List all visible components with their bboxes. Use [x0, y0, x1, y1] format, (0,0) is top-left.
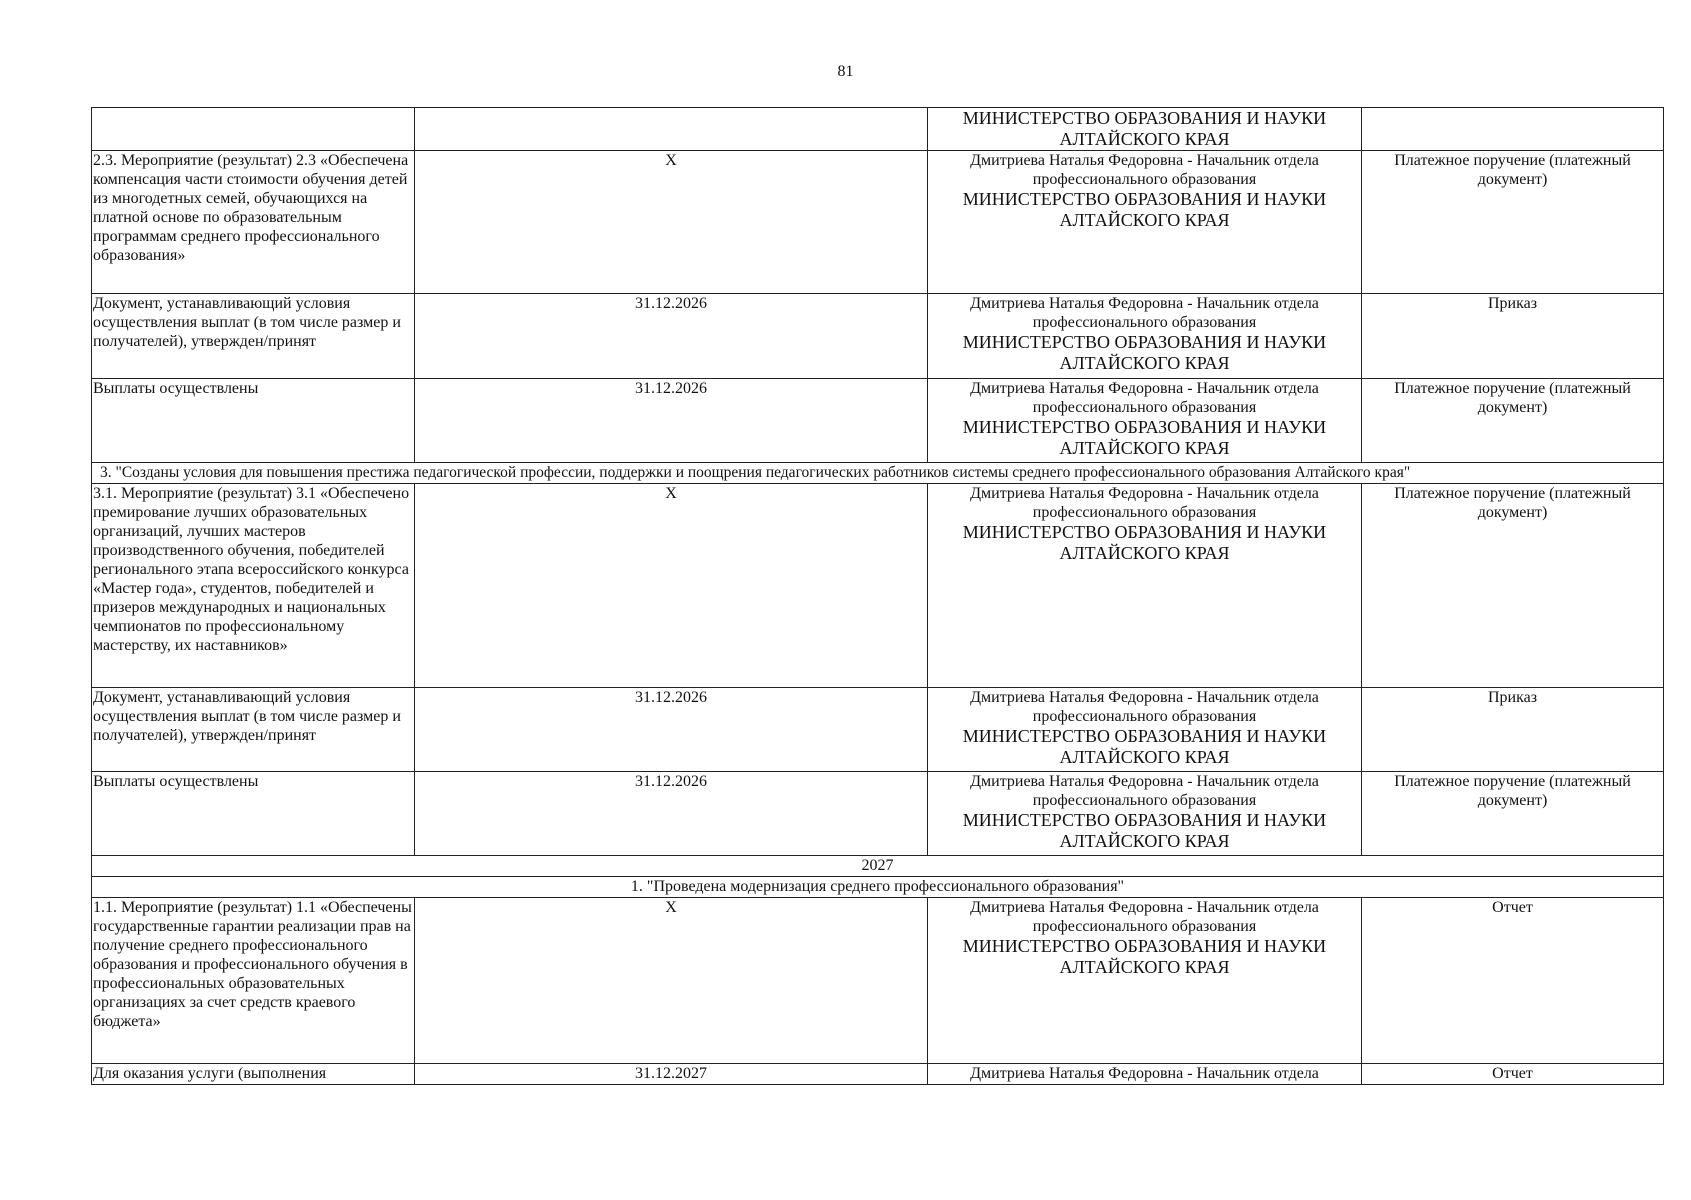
ministry-name: МИНИСТЕРСТВО ОБРАЗОВАНИЯ И НАУКИ АЛТАЙСКОГО КРАЯ: [962, 108, 1327, 149]
year-row: [92, 856, 1664, 877]
plan-table: [91, 107, 1664, 1085]
table-row: [92, 898, 1664, 1064]
responsible-person: Дмитриева Наталья Федоровна - Начальник отдела: [970, 152, 1319, 169]
name-cell: 1.1. Мероприятие (результат) 1.1 «Обеспечены государственные гарантии реализации прав на получение среднего профессионального образования и профессионального обучения в профессиональных образовательных организациях за счет средств краевого бюджета»: [92, 898, 415, 1064]
name-cell: Выплаты осуществлены: [92, 379, 415, 463]
table-row: [92, 772, 1664, 856]
responsible-cell: [928, 379, 1362, 463]
section-title: 3. "Созданы условия для повышения престижа педагогической профессии, поддержки и поощрения педагогических работников системы среднего профессионального образования Алтайского края": [92, 463, 1664, 484]
section-row: [92, 877, 1664, 898]
name-cell: Документ, устанавливающий условия осуществления выплат (в том числе размер и получателей), утвержден/принят: [92, 294, 415, 379]
date-cell: 31.12.2026: [415, 379, 928, 463]
responsible-person: Дмитриева Наталья Федоровна - Начальник отдела: [970, 380, 1319, 397]
ministry-name: МИНИСТЕРСТВО ОБРАЗОВАНИЯ И НАУКИ АЛТАЙСКОГО КРАЯ: [962, 726, 1327, 767]
section-title: 1. "Проведена модернизация среднего профессионального образования": [92, 877, 1664, 898]
table-row: [92, 108, 1664, 151]
page-number: 81: [837, 63, 854, 80]
name-cell: 2.3. Мероприятие (результат) 2.3 «Обеспечена компенсация части стоимости обучения детей из многодетных семей, обучающихся на платной основе по образовательным программам среднего профессионального образования»: [92, 151, 415, 294]
ministry-name: МИНИСТЕРСТВО ОБРАЗОВАНИЯ И НАУКИ АЛТАЙСКОГО КРАЯ: [962, 522, 1327, 563]
date-cell: 31.12.2026: [415, 294, 928, 379]
year-heading: 2027: [92, 856, 1664, 877]
ministry-name: МИНИСТЕРСТВО ОБРАЗОВАНИЯ И НАУКИ АЛТАЙСКОГО КРАЯ: [962, 810, 1327, 851]
responsible-cell: [928, 688, 1362, 772]
name-cell: Для оказания услуги (выполнения: [92, 1064, 415, 1085]
date-cell: 31.12.2026: [415, 772, 928, 856]
responsible-cell: [928, 484, 1362, 688]
date-cell: X: [415, 151, 928, 294]
table-row: [92, 379, 1664, 463]
responsible-cell: [928, 772, 1362, 856]
responsible-cell: [928, 151, 1362, 294]
name-cell: Выплаты осуществлены: [92, 772, 415, 856]
table-row: [92, 1064, 1664, 1085]
responsible-person: Дмитриева Наталья Федоровна - Начальник отдела: [970, 1065, 1319, 1082]
name-cell: 3.1. Мероприятие (результат) 3.1 «Обеспечено премирование лучших образовательных организаций, лучших мастеров производственного обучения, победителей регионального этапа всероссийского конкурса «Мастер года», студентов, победителей и призеров международных и национальных чемпионатов по профессиональному мастерству, их наставников»: [92, 484, 415, 688]
responsible-person: Дмитриева Наталья Федоровна - Начальник отдела: [970, 899, 1319, 916]
responsible-person: Дмитриева Наталья Федоровна - Начальник отдела: [970, 295, 1319, 312]
date-cell: 31.12.2027: [415, 1064, 928, 1085]
responsible-person: Дмитриева Наталья Федоровна - Начальник отдела: [970, 485, 1319, 502]
document-cell: Отчет: [1362, 1064, 1664, 1085]
responsible-department: профессионального образования: [1032, 504, 1257, 521]
document-cell: Платежное поручение (платежный документ): [1362, 151, 1664, 294]
name-cell: [92, 108, 415, 151]
responsible-person: Дмитриева Наталья Федоровна - Начальник отдела: [970, 773, 1319, 790]
responsible-cell: [928, 1064, 1362, 1085]
ministry-name: МИНИСТЕРСТВО ОБРАЗОВАНИЯ И НАУКИ АЛТАЙСКОГО КРАЯ: [962, 332, 1327, 373]
document-cell: Платежное поручение (платежный документ): [1362, 379, 1664, 463]
responsible-department: профессионального образования: [1032, 918, 1257, 935]
responsible-cell: [928, 898, 1362, 1064]
table-row: [92, 294, 1664, 379]
name-cell: Документ, устанавливающий условия осуществления выплат (в том числе размер и получателей), утвержден/принят: [92, 688, 415, 772]
responsible-cell: [928, 108, 1362, 151]
date-cell: X: [415, 484, 928, 688]
responsible-department: профессионального образования: [1032, 399, 1257, 416]
document-cell: Платежное поручение (платежный документ): [1362, 772, 1664, 856]
document-cell: [1362, 108, 1664, 151]
responsible-department: профессионального образования: [1032, 314, 1257, 331]
table-row: [92, 688, 1664, 772]
ministry-name: МИНИСТЕРСТВО ОБРАЗОВАНИЯ И НАУКИ АЛТАЙСКОГО КРАЯ: [962, 936, 1327, 977]
responsible-department: профессионального образования: [1032, 792, 1257, 809]
responsible-cell: [928, 294, 1362, 379]
date-cell: 31.12.2026: [415, 688, 928, 772]
document-cell: Платежное поручение (платежный документ): [1362, 484, 1664, 688]
ministry-name: МИНИСТЕРСТВО ОБРАЗОВАНИЯ И НАУКИ АЛТАЙСКОГО КРАЯ: [962, 417, 1327, 458]
date-cell: X: [415, 898, 928, 1064]
document-cell: Приказ: [1362, 688, 1664, 772]
document-cell: Отчет: [1362, 898, 1664, 1064]
ministry-name: МИНИСТЕРСТВО ОБРАЗОВАНИЯ И НАУКИ АЛТАЙСКОГО КРАЯ: [962, 189, 1327, 230]
table-row: [92, 151, 1664, 294]
table-row: [92, 484, 1664, 688]
responsible-department: профессионального образования: [1032, 708, 1257, 725]
responsible-person: Дмитриева Наталья Федоровна - Начальник отдела: [970, 689, 1319, 706]
date-cell: [415, 108, 928, 151]
document-cell: Приказ: [1362, 294, 1664, 379]
responsible-department: профессионального образования: [1032, 171, 1257, 188]
section-row: [92, 463, 1664, 484]
